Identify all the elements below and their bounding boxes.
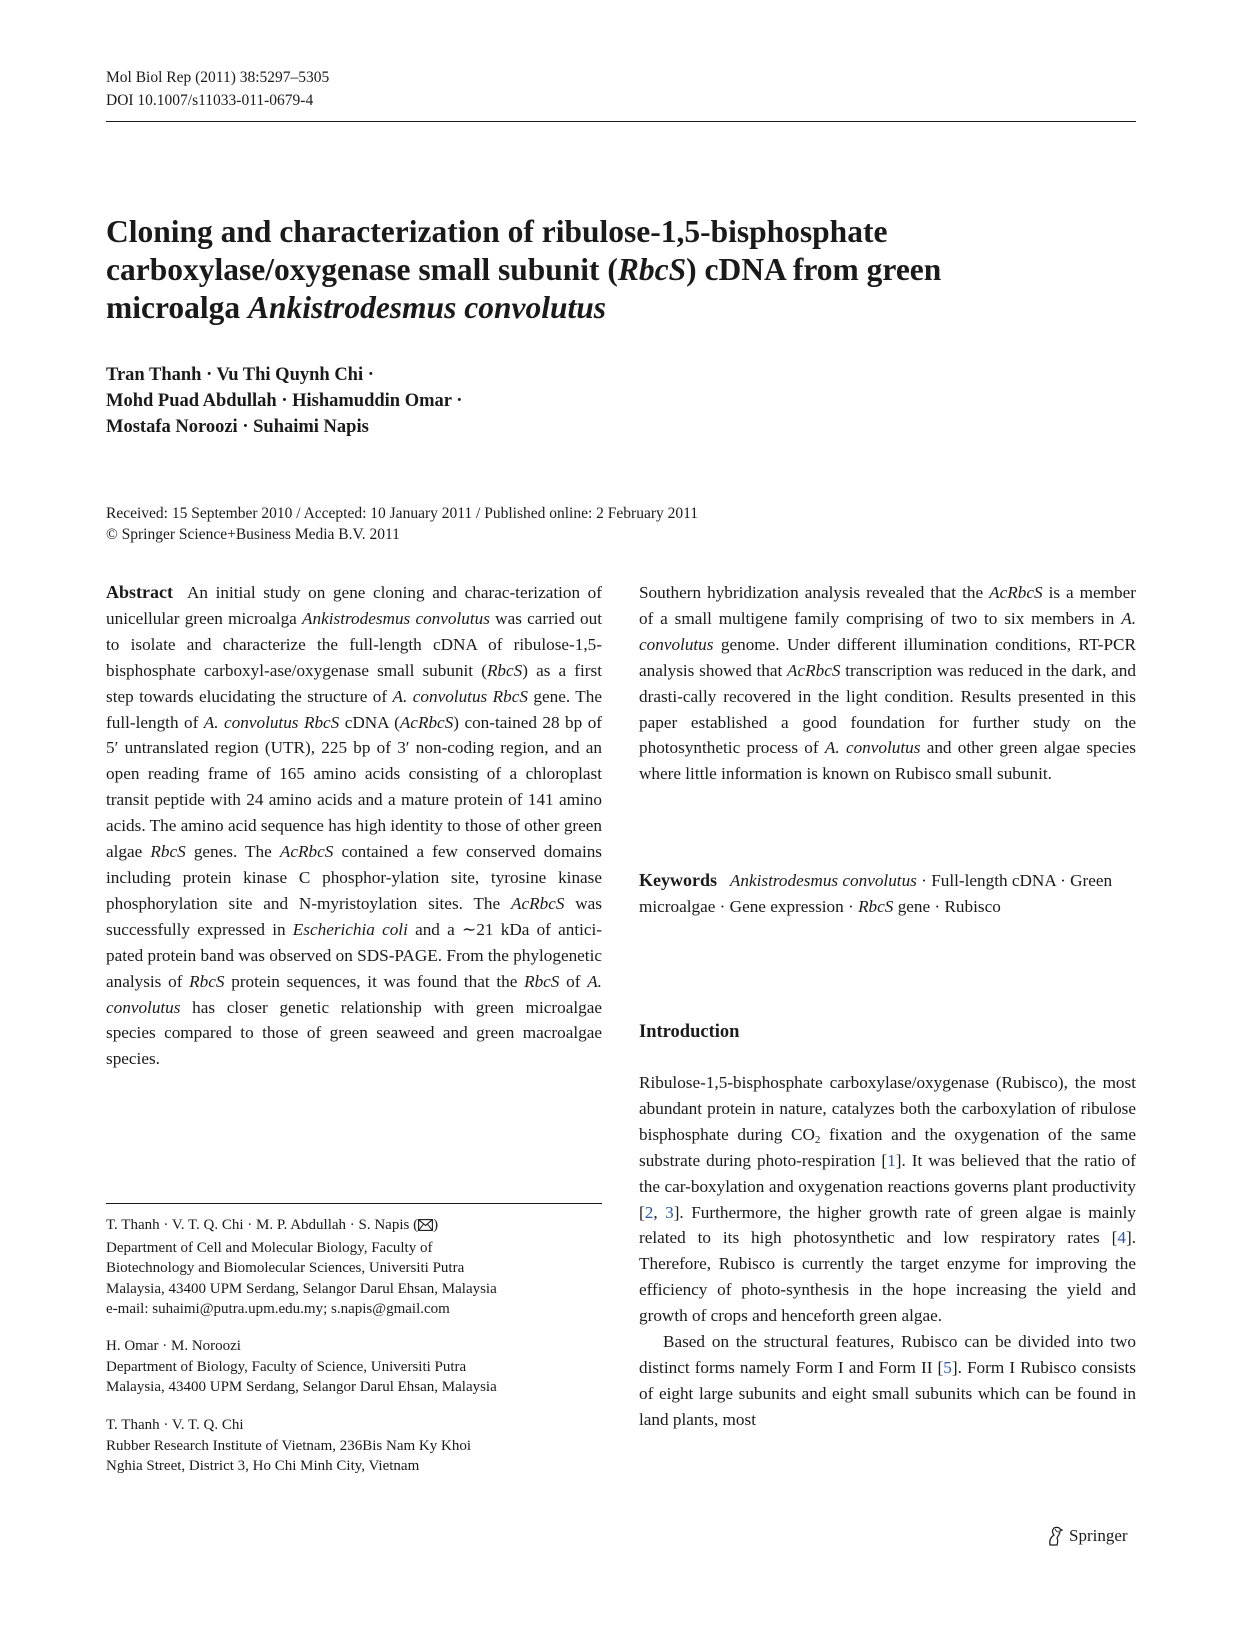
envelope-icon[interactable] — [418, 1217, 433, 1238]
affiliation-1-line-1: Department of Cell and Molecular Biology, Faculty of — [106, 1239, 433, 1256]
publication-history — [106, 503, 698, 545]
authors-line-1: Tran Thanh · Vu Thi Quynh Chi · — [106, 365, 374, 385]
received-accepted-dates: Received: 15 September 2010 / Accepted: 10 January 2011 / Published online: 2 February 2011 — [106, 505, 699, 522]
doi: DOI 10.1007/s11033-011-0679-4 — [106, 92, 314, 109]
abstract-continuation: Southern hybridization analysis revealed that the AcRbcS is a member of a small multigene family comprising of two to six members in A. convolutus genome. Under different illumination conditions, RT-PCR analysis showed that AcRbcS transcription was reduced in the dark, and drasti-cally recovered in the light condition. Results presented in this paper established a good foundation for further study on the photosynthetic process of A. convolutus and other green algae species where little information is known on Rubisco small subunit. — [639, 583, 1136, 784]
header-rule — [106, 121, 1136, 122]
authors-line-2: Mohd Puad Abdullah · Hishamuddin Omar · — [106, 391, 463, 411]
citation-link-3[interactable]: 3 — [665, 1202, 674, 1222]
abstract-left — [106, 580, 602, 1072]
title-line-1: Cloning and characterization of ribulose-1,5-bisphosphate — [106, 214, 888, 249]
affiliation-1-email[interactable]: e-mail: suhaimi@putra.upm.edu.my; s.napis@gmail.com — [106, 1301, 450, 1317]
title-line-2: carboxylase/oxygenase small subunit (RbcS) cDNA from green — [106, 252, 942, 287]
journal-citation: Mol Biol Rep (2011) 38:5297–5305 — [106, 69, 330, 86]
citation-link-4[interactable]: 4 — [1117, 1228, 1126, 1248]
affiliation-3 — [106, 1415, 606, 1477]
affiliation-1-names: T. Thanh · V. T. Q. Chi · M. P. Abdullah · S. Napis ( ) — [106, 1215, 606, 1238]
affiliation-2-line-1: Department of Biology, Faculty of Science, Universiti Putra — [106, 1358, 467, 1375]
affiliation-3-line-2: Nghia Street, District 3, Ho Chi Minh City, Vietnam — [106, 1458, 420, 1474]
journal-header — [106, 66, 329, 112]
introduction-body — [639, 1070, 1136, 1433]
springer-horse-icon — [1046, 1526, 1064, 1546]
affiliation-3-names: T. Thanh · V. T. Q. Chi — [106, 1417, 244, 1433]
affiliation-3-line-1: Rubber Research Institute of Vietnam, 236Bis Nam Ky Khoi — [106, 1437, 472, 1454]
keyword-species: Ankistrodesmus convolutus — [729, 871, 917, 890]
title-line-3: microalga Ankistrodesmus convolutus — [106, 290, 606, 325]
citation-link-1[interactable]: 1 — [887, 1150, 896, 1170]
affiliation-2-line-2: Malaysia, 43400 UPM Serdang, Selangor Darul Ehsan, Malaysia — [106, 1379, 497, 1395]
introduction-heading: Introduction — [639, 1022, 740, 1042]
citation-link-5[interactable]: 5 — [943, 1357, 952, 1377]
citation-link-2[interactable]: 2 — [644, 1202, 654, 1222]
affiliation-1 — [106, 1215, 606, 1320]
author-list — [106, 362, 462, 440]
paper-title — [106, 213, 1146, 327]
affiliation-2 — [106, 1336, 606, 1398]
abstract-right — [639, 580, 1136, 787]
affiliation-2-names: H. Omar · M. Noroozi — [106, 1338, 241, 1354]
affiliation-1-line-2: Biotechnology and Biomolecular Sciences, Universiti Putra — [106, 1260, 465, 1276]
intro-paragraph-1: Ribulose-1,5-bisphosphate carboxylase/oxygenase (Rubisco), the most abundant protein in nature, catalyzes both the carboxylation of ribulose bisphosphate during $CO_2$ fixation and the oxygenation of the same substrate during photo-respiration [1]. It was believed that the ratio of the car-boxylation and oxygenation reactions governs plant productivity [2, 3]. Furthermore, the higher growth rate of green algae is mainly related to its high photosynthetic and low respiratory rates [4]. Therefore, Rubisco is currently the target enzyme for improving the efficiency of photo-synthesis in the hope increasing the yield and growth of crops and henceforth green algae. — [639, 1073, 1137, 1326]
intro-paragraph-2: Based on the structural features, Rubisco can be divided into two distinct forms namely Form I and Form II [5]. Form I Rubisco consists of eight large subunits and eight small subunits which can be found in land plants, most — [639, 1332, 1136, 1429]
keywords-heading: Keywords — [639, 870, 717, 890]
publisher-name: Springer — [1069, 1526, 1128, 1545]
publisher-logo — [1046, 1526, 1128, 1546]
footnote-rule — [106, 1203, 602, 1204]
authors-line-3: Mostafa Noroozi · Suhaimi Napis — [106, 417, 369, 437]
affiliation-1-line-3: Malaysia, 43400 UPM Serdang, Selangor Darul Ehsan, Malaysia — [106, 1280, 497, 1297]
abstract-heading: Abstract — [106, 582, 173, 602]
copyright-notice: © Springer Science+Business Media B.V. 2011 — [106, 526, 400, 543]
abstract-paragraph: Abstract An initial study on gene cloning and charac-terization of unicellular green microalga Ankistrodesmus convolutus was carried out to isolate and characterize the full-length cDNA of ribulose-1,5-bisphosphate carboxyl-ase/oxygenase small subunit (RbcS) as a first step towards elucidating the structure of A. convolutus RbcS gene. The full-length of A. convolutus RbcS cDNA (AcRbcS) con-tained 28 bp of 5′ untranslated region (UTR), 225 bp of 3′ non-coding region, and an open reading frame of 165 amino acids consisting of a chloroplast transit peptide with 24 amino acids and a mature protein of 141 amino acids. The amino acid sequence has high identity to those of other green algae RbcS genes. The AcRbcS contained a few conserved domains including protein kinase C phosphor-ylation site, tyrosine kinase phosphorylation site and N-myristoylation sites. The AcRbcS was successfully expressed in Escherichia coli and a ∼21 kDa of antici-pated protein band was observed on SDS-PAGE. From the phylogenetic analysis of RbcS protein sequences, it was found that the RbcS of A. convolutus has closer genetic relationship with green microalgae species compared to those of green seaweed and green macroalgae species. — [106, 582, 603, 1069]
keywords: Keywords Ankistrodesmus convolutus · Full-length cDNA · Green microalgae · Gene expression · RbcS gene · Rubisco — [639, 870, 1113, 916]
